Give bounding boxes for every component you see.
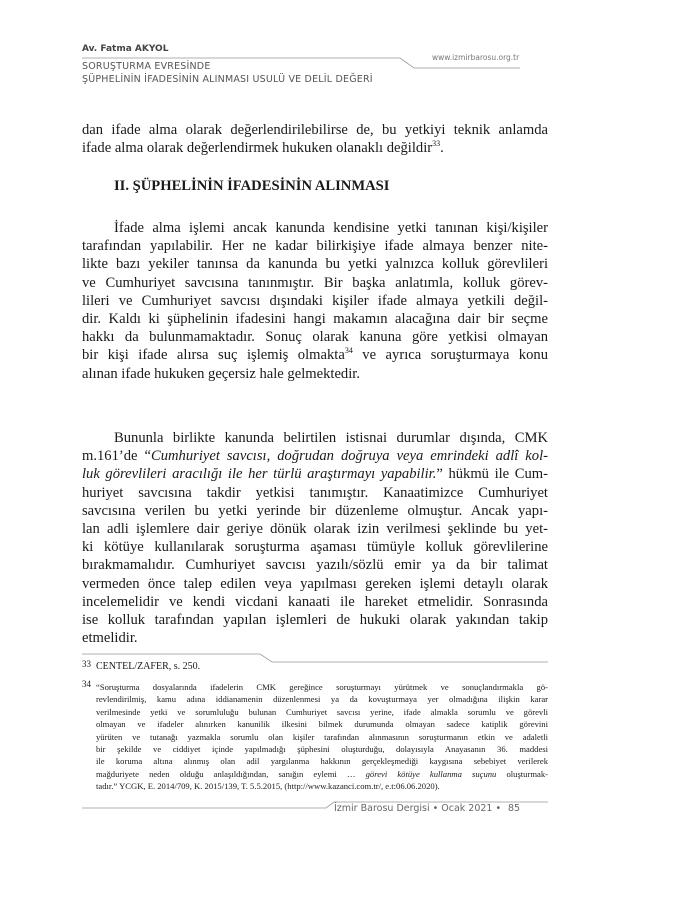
text-line: tadır.” YCGK, E. 2014/709, K. 2015/139, T. 5.5.2015, (http://www.kazanci.com.tr/, e.t:06.06.2020). (96, 781, 440, 792)
text: oluşturmak- (496, 768, 548, 779)
text-line (96, 768, 548, 780)
text: ” hükmü ile Cum- (436, 466, 548, 483)
text-line: ki kötüye kullanılarak soruşturma aşaması tümüyle kolluk görevlilerine (82, 539, 548, 556)
text-line (82, 447, 548, 465)
text-line: dan ifade alma olarak değerlendirilebilirse de, bu yetkiyi teknik anlamda (82, 122, 548, 138)
text-line (82, 139, 548, 157)
author-name: Av. Fatma AKYOL (82, 44, 169, 54)
paragraph-1 (82, 219, 548, 383)
text-line (82, 346, 548, 364)
text-line: İfade alma işlemi ancak kanunda kendisine yetki tanınan kişi/kişiler (114, 220, 548, 236)
text-line: lan adli işlemlere dair geriye dönük olarak izin verilmesi şeklinde bu yet- (82, 521, 548, 538)
text-line: etmelidir. (82, 630, 138, 647)
text-line: tarafından yapılabilir. Her ne kadar bilirkişiye ifade almaya benzer nite- (82, 238, 548, 255)
quote-text: Cumhuriyet savcısı, doğrudan doğruya veya emrindeki adlî kol- (150, 448, 548, 465)
footnote-33 (82, 661, 548, 673)
text-line: vermeden önce talep edilen veya yapılması gereken işlemi detaylı olarak (82, 575, 548, 592)
text-line: revlendirilmiş, kamu adına iddianamenin düzenlenmesi ya da kovuşturmaya yer olmadığına ilişkin karar (96, 694, 548, 705)
text-line: ise kolluk tarafından yapılan işlemleri de hukuki olarak yakından takip (82, 612, 548, 629)
text: ve ayrıca soruşturmaya konu (352, 347, 548, 364)
running-title-line1: SORUŞTURMA EVRESİNDE (82, 61, 211, 72)
text-line: olmayan ve ifadeler alınırken kanunilik ilkesini bilmek durumunda olmayan sadece katiplik görevini (96, 719, 548, 730)
text-line: Bununla birlikte kanunda belirtilen istisnai durumlar dışında, CMK (114, 430, 548, 446)
text: bir kişi ifade alırsa suç işlemiş olmakta (82, 347, 345, 364)
text-line: incelemelidir ve kendi vicdani kanaati ile hareket etmelidir. Sonrasında (82, 593, 548, 610)
intro-paragraph (82, 121, 548, 157)
text-line: alınan ifade hukuken geçersiz hale gelmektedir. (82, 365, 360, 382)
text: ifade alma olarak değerlendirmek hukuken olanaklı değildir (82, 140, 433, 157)
text-line: bir şekilde ve ciddiyet içinde yapılmadığı şüphesini oluşturduğu, dolayısıyla Anayasanın 36. maddesi (96, 744, 548, 755)
text: m.161’de “ (82, 448, 151, 465)
page-number: 85 (508, 803, 521, 814)
text-line: lileri ve Cumhuriyet savcısı dışındaki kişiler ifade almaya yetkili değil- (82, 292, 548, 309)
paragraph-2 (82, 429, 548, 647)
text-line: bırakmamalıdır. Cumhuriyet savcısı yazılı/sözlü emir ya da bir talimat (82, 557, 548, 574)
text-line: huriyet savcısına takdir yetkisi tanımıştır. Kanaatimizce Cumhuriyet (82, 484, 548, 501)
footnote-ref[interactable]: 33 (432, 139, 441, 149)
text-line: verilmesinde yetki ve sorumluluğu bulunan Cumhuriyet savcısı yerine, ifade almakla sorumlu ve görevli (96, 706, 548, 717)
italic-text: görevi kötüye kullanma suçunu (365, 768, 497, 779)
journal-footer: İzmir Barosu Dergisi • Ocak 2021 • (334, 803, 502, 814)
header-rule (82, 58, 520, 68)
text-line: hakkı da bulunmamaktadır. Sonuç olarak kanuna göre yetkisi olmayan (82, 329, 548, 346)
text: mağduriyete neden olduğu anlaşıldığından, sanığın eylemi … (96, 768, 366, 779)
text-line: “Soruşturma dosyalarında ifadelerin CMK gereğince soruşturmayı yürütmek ve sonuçlandırmakla gö- (96, 682, 548, 692)
footnote-number: 33 (82, 659, 91, 669)
footnote-text (96, 681, 548, 793)
quote-text: luk görevlileri aracılığı ile her türlü araştırmayı yapabilir. (82, 466, 437, 483)
footnote-34 (82, 681, 548, 793)
text-line: yürüten ve tutanağı yazmakla sorumlu olan kişiler tarafından alınmasının soruşturmanın etkin ve adaletli (96, 731, 548, 742)
section-heading: II. ŞÜPHELİNİN İFADESİNİN ALINMASI (114, 178, 390, 194)
text-line: ve Cumhuriyet savcısına tanınmıştır. Bir başka anlatımla, kolluk görev- (82, 274, 548, 291)
running-title-line2: ŞÜPHELİNİN İFADESİNİN ALINMASI USULÜ VE DELİL DEĞERİ (82, 74, 373, 85)
footnote-text: CENTEL/ZAFER, s. 250. (96, 661, 201, 672)
footnote-number: 34 (82, 679, 91, 689)
footnote-ref[interactable]: 34 (344, 346, 353, 356)
text-line: savcısına verilen bu yetki yerinde bir düzenleme olmuştur. Ancak yapı- (82, 502, 548, 519)
text: . (440, 140, 444, 157)
text-line (82, 465, 548, 483)
website-url: www.izmirbarosu.org.tr (432, 53, 520, 62)
text-line: dir. Kaldı ki şüphelinin ifadesini hangi makamın alacağına dair bir seçme (82, 311, 548, 328)
text-line: ile koruma altına alınmış olan adil yargılanma hakkının gerçekleşmediği kaygısına sebebiyet verilerek (96, 756, 548, 767)
text-line: likte bazı yekiler tanınsa da kanunda bu yetki yalnızca kolluk görevlileri (82, 256, 548, 273)
